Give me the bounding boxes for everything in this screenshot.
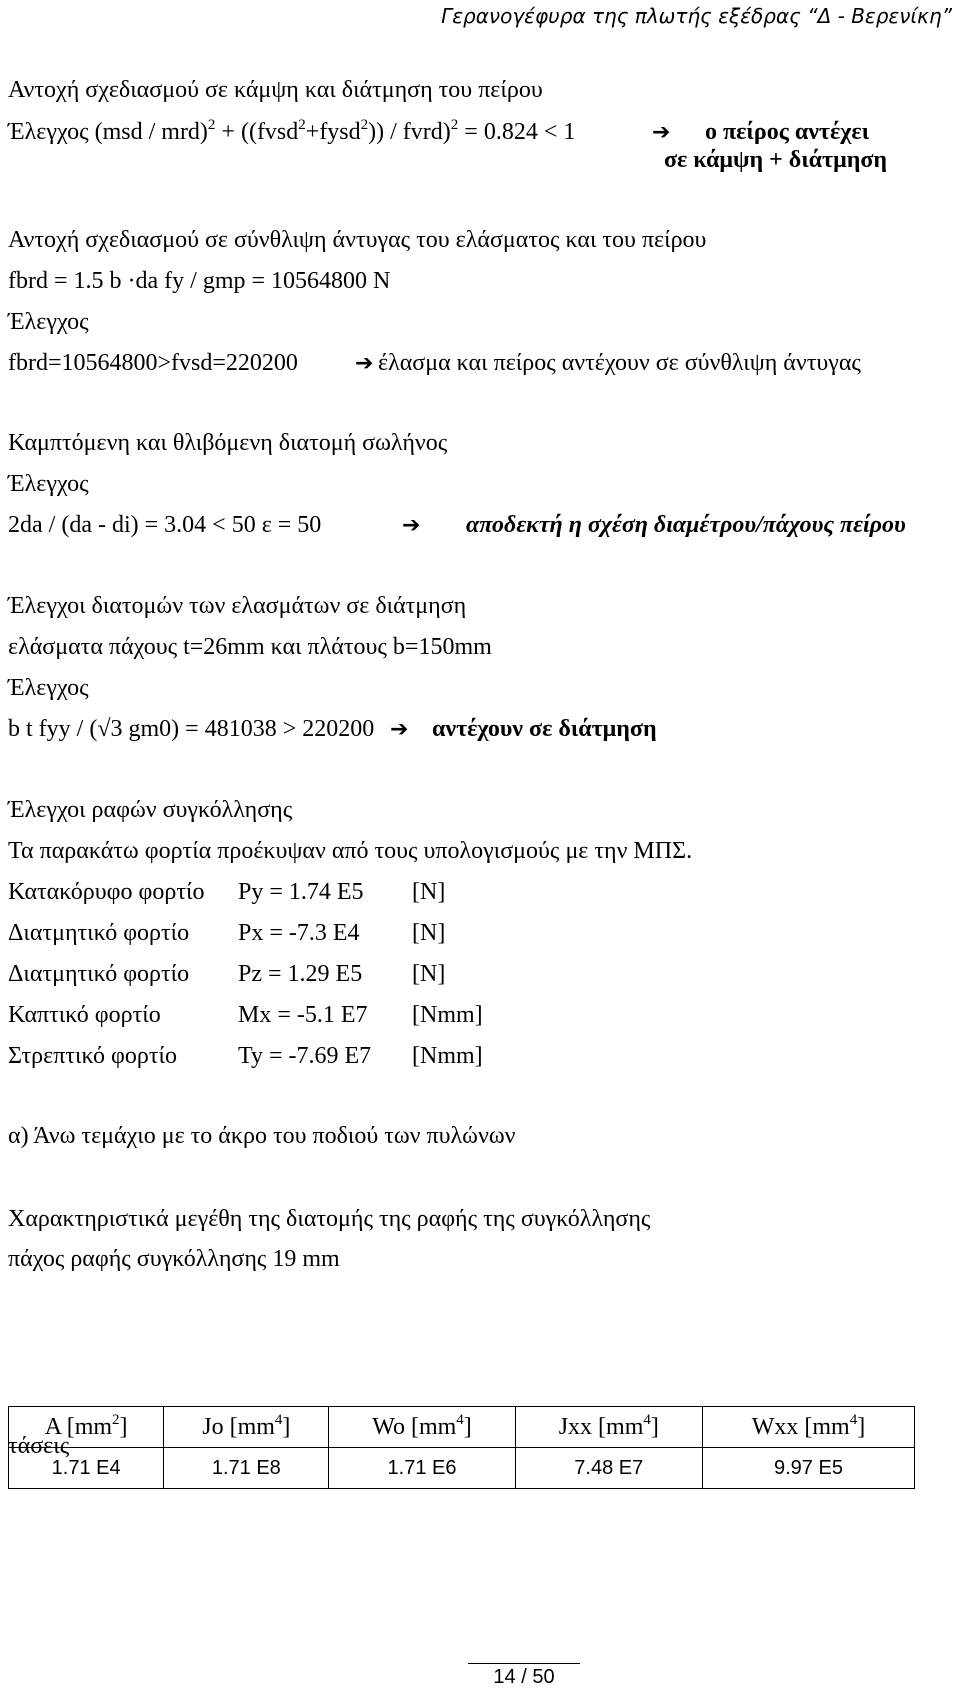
load-unit: [N] [412,961,446,987]
tube-check: 2da / (da - di) = 3.04 < 50 ε = 50 [8,512,322,538]
load-value: Py = 1.74 E5 [238,879,364,905]
section-title-bending-shear: Αντοχή σχεδιασμού σε κάμψη και διάτμηση του πείρου [8,77,543,103]
table-cell: 1.71 E8 [164,1448,329,1489]
bearing-result: έλασμα και πείρος αντέχουν σε σύνθλιψη άντυγας [378,350,861,376]
load-value: Mx = -5.1 E7 [238,1002,368,1028]
result-bending-shear-line2: σε κάμψη + διάτμηση [664,147,888,173]
bearing-check: fbrd=10564800>fvsd=220200 [8,350,298,376]
table-header-cell: Jo $[mm^4]$ [164,1407,329,1448]
plate-dimensions: ελάσματα πάχους t=26mm και πλάτους b=150mm [8,634,492,660]
weld-thickness: πάχος ραφής συγκόλλησης 19 mm [8,1246,340,1272]
load-unit: [Nmm] [412,1002,483,1028]
arrow-right-icon: ➔ [652,120,671,145]
result-bending-shear-line1: ο πείρος αντέχει [705,119,870,145]
section-title-upper-piece: α) Άνω τεμάχιο με το άκρο του ποδιού των πυλώνων [8,1123,516,1149]
weld-properties-table [8,1406,915,1489]
load-name: Στρεπτικό φορτίο [8,1043,177,1069]
sqrt-symbol: √ [97,716,111,742]
page-number: 14 / 50 [493,1666,555,1688]
table-header-cell: A $[mm^2]$ [9,1407,164,1448]
load-unit: [Nmm] [412,1043,483,1069]
section-title-tube: Καμπτόμενη και θλιβόμενη διατομή σωλήνος [8,430,448,456]
table-header-row [9,1407,915,1448]
table-header-cell: Jxx $[mm^4]$ [515,1407,702,1448]
load-unit: [N] [412,920,446,946]
table-row [9,1448,915,1489]
bearing-formula: fbrd = 1.5 b ·da fy / gmp = 10564800 N [8,268,391,294]
load-value: Pz = 1.29 E5 [238,961,363,987]
section-title-welds: Έλεγχοι ραφών συγκόλλησης [8,797,293,823]
check-label: Έλεγχος [8,309,89,335]
load-name: Διατμητικό φορτίο [8,920,190,946]
weld-section-properties-title: Χαρακτηριστικά μεγέθη της διατομής της ραφής της συγκόλλησης [8,1206,651,1232]
check-label: Έλεγχος [8,675,89,701]
section-title-bearing: Αντοχή σχεδιασμού σε σύνθλιψη άντυγας του ελάσματος και του πείρου [8,227,707,253]
plate-shear-check: b t fyy / (√3 gm0) = 481038 > 220200 [8,716,375,742]
load-value: Px = -7.3 E4 [238,920,360,946]
load-name: Κατακόρυφο φορτίο [8,879,205,905]
plate-shear-result: αντέχουν σε διάτμηση [432,716,657,742]
load-unit: [N] [412,879,446,905]
table-header-cell: Wo $[mm^4]$ [329,1407,515,1448]
table-cell: 1.71 E6 [329,1448,515,1489]
load-name: Διατμητικό φορτίο [8,961,190,987]
arrow-right-icon: ➔ [390,717,409,742]
table-header-cell: Wxx $[mm^4]$ [702,1407,914,1448]
running-header: Γερανογέφυρα της πλωτής εξέδρας “Δ - Βερενίκη” [441,4,952,28]
arrow-right-icon: ➔ [402,513,421,538]
section-title-plate-shear: Έλεγχοι διατομών των ελασμάτων σε διάτμηση [8,593,467,619]
stresses-heading: τάσεις [8,1433,70,1459]
footer-divider [468,1663,580,1664]
table-cell: 1.71 E4 [9,1448,164,1489]
check-formula-bending-shear: Έλεγχος (msd / mrd)$^2$ + ((fvsd$^2$+fysd$^2$)) / fvrd)$^2$ = 0.824 < 1 [8,117,576,145]
table-cell: 7.48 E7 [515,1448,702,1489]
loads-intro: Τα παρακάτω φορτία προέκυψαν από τους υπολογισμούς με την ΜΠΣ. [8,838,693,864]
tube-result: αποδεκτή η σχέση διαμέτρου/πάχους πείρου [466,512,906,538]
table-cell: 9.97 E5 [702,1448,914,1489]
check-label: Έλεγχος [8,471,89,497]
load-name: Καπτικό φορτίο [8,1002,161,1028]
load-value: Ty = -7.69 E7 [238,1043,372,1069]
arrow-right-icon: ➔ [355,351,374,376]
